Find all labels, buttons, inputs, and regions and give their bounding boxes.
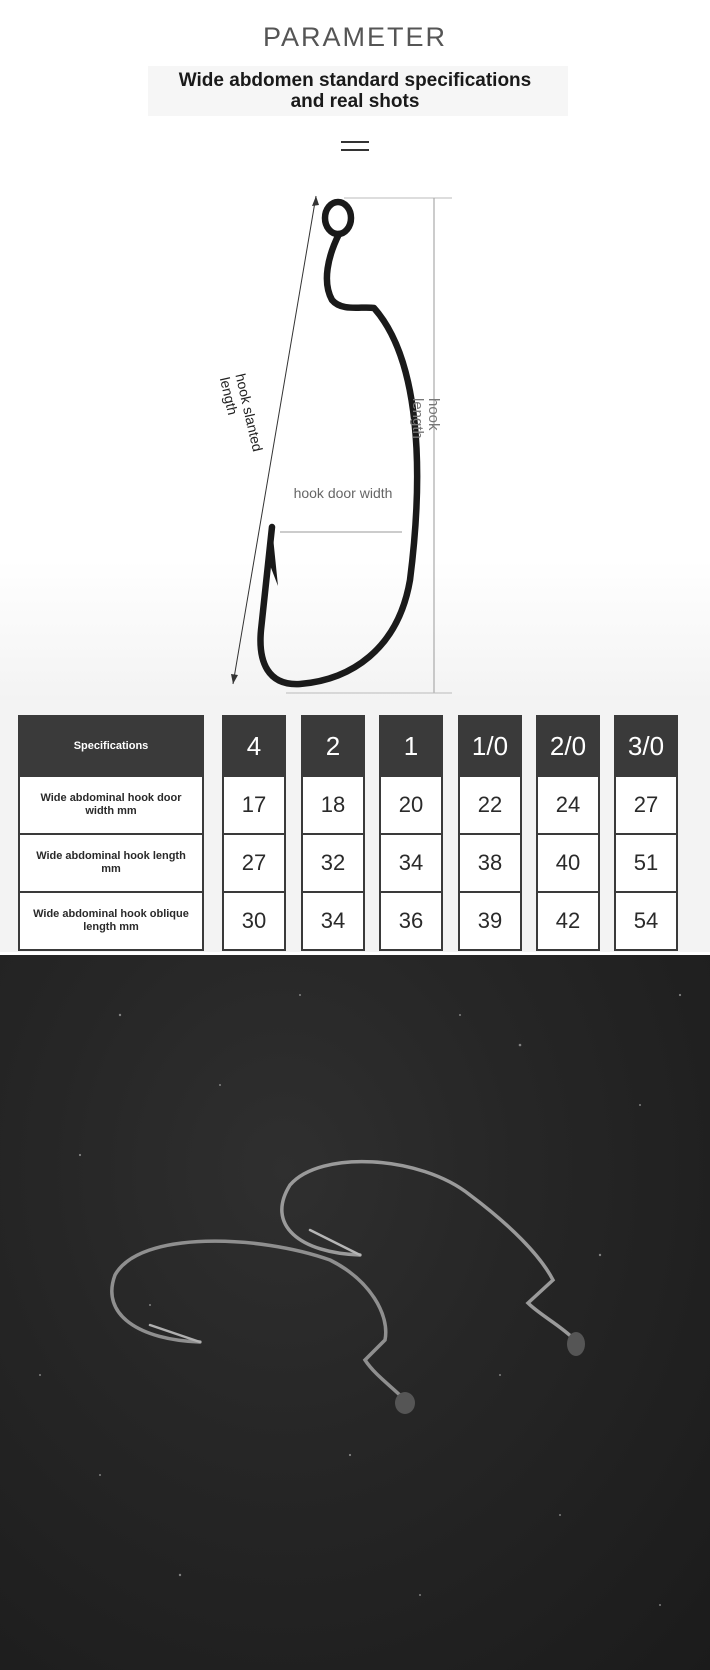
hook-drawing [260, 202, 417, 684]
table-cell: 17 [224, 775, 284, 833]
photo-hook-right-eye [567, 1332, 585, 1356]
size-column-2-0 [536, 715, 600, 951]
product-photo [0, 955, 710, 1670]
table-cell: 22 [460, 775, 520, 833]
hooks-photo-drawing [0, 955, 710, 1670]
hook-length-label: hook length [409, 398, 442, 439]
divider-line-top [341, 141, 369, 143]
hook-door-width-label: hook door width [293, 485, 393, 501]
hook-eye [325, 202, 351, 234]
subtitle-line-1: Wide abdomen standard specifications [178, 70, 532, 91]
subtitle-line-2: and real shots [290, 91, 420, 112]
size-header: 3/0 [616, 717, 676, 775]
size-header: 1/0 [460, 717, 520, 775]
photo-hook-left-eye [395, 1392, 415, 1414]
table-cell: 42 [538, 891, 598, 949]
table-cell: 51 [616, 833, 676, 891]
table-cell: 40 [538, 833, 598, 891]
hook-diagram [0, 180, 710, 710]
spec-column-labels [18, 715, 204, 951]
table-cell: 38 [460, 833, 520, 891]
table-cell: 39 [460, 891, 520, 949]
table-cell: 36 [381, 891, 441, 949]
slant-arrow-top [312, 196, 319, 206]
size-column-2 [301, 715, 365, 951]
photo-hook-right [282, 1162, 575, 1340]
photo-hook-left [112, 1241, 405, 1400]
size-column-1 [379, 715, 443, 951]
glitter-specks [39, 994, 681, 1606]
table-cell: 27 [616, 775, 676, 833]
row-label-door-width: Wide abdominal hook door width mm [20, 775, 202, 833]
divider-line-bottom [341, 149, 369, 151]
hook-slanted-length-label: hook slanted length [216, 372, 266, 453]
size-column-1-0 [458, 715, 522, 951]
row-label-oblique-length: Wide abdominal hook oblique length mm [20, 891, 202, 949]
table-cell: 34 [303, 891, 363, 949]
slant-arrow-bottom [231, 674, 238, 684]
table-cell: 20 [381, 775, 441, 833]
size-header: 2/0 [538, 717, 598, 775]
size-header: 4 [224, 717, 284, 775]
page-title: PARAMETER [262, 22, 448, 52]
size-header: 2 [303, 717, 363, 775]
table-cell: 32 [303, 833, 363, 891]
table-cell: 34 [381, 833, 441, 891]
size-column-3-0 [614, 715, 678, 951]
table-cell: 30 [224, 891, 284, 949]
row-label-length: Wide abdominal hook length mm [20, 833, 202, 891]
table-cell: 27 [224, 833, 284, 891]
size-column-4 [222, 715, 286, 951]
spec-header: Specifications [20, 717, 202, 775]
table-cell: 54 [616, 891, 676, 949]
size-header: 1 [381, 717, 441, 775]
page-subtitle [0, 70, 710, 112]
table-cell: 18 [303, 775, 363, 833]
table-cell: 24 [538, 775, 598, 833]
hook-shank [260, 234, 417, 684]
